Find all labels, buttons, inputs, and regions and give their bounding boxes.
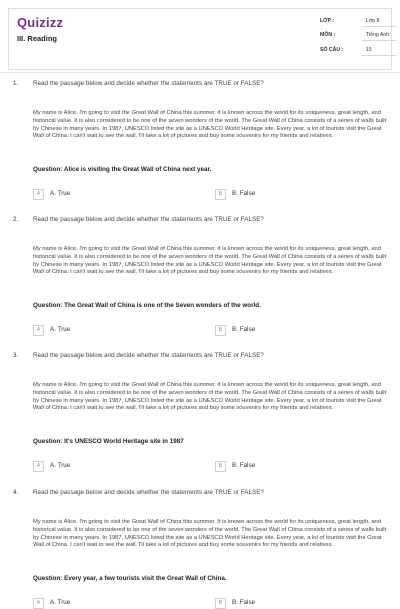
- meta-count-value: 15: [366, 47, 372, 53]
- question-number: 3.: [13, 352, 19, 359]
- question-statement: Question: It's UNESCO World Heritage site in 1987: [33, 438, 184, 445]
- option-letter-box: B: [215, 461, 226, 472]
- reading-passage: My name is Alice. I'm going to visit the Great Wall of China this summer. It is known across the world for its uniqueness, great length, and historical value. It is also considered to be one of the seven wonders of the world. The Great Wall of China consists of a series of walls built by Chinese in many years. In 1987, UNESCO listed the site as a UNESCO World Heritage site. Every year, a lot of tourists visit the Great Wall of China. I can't wait to see the wall. I'll take a lot of pictures and buy some souvenirs for my friends and relatives.: [33, 519, 387, 549]
- option-text: B. False: [232, 190, 256, 197]
- question-prompt: Read the passage below and decide whether the statements are TRUE or FALSE?: [33, 489, 264, 496]
- option-letter-box: B: [215, 325, 226, 336]
- reading-passage: My name is Alice. I'm going to visit the Great Wall of China this summer. It is known across the world for its uniqueness, great length, and historical value. It is also considered to be one of the seven wonders of the world. The Great Wall of China consists of a series of walls built by Chinese in many years. In 1987, UNESCO listed the site as a UNESCO World Heritage site. Every year, a lot of tourists visit the Great Wall of China. I can't wait to see the wall. I'll take a lot of pictures and buy some souvenirs for my friends and relatives.: [33, 382, 387, 412]
- option-letter-box: B: [215, 598, 226, 609]
- option-text: A. True: [50, 190, 71, 197]
- question-statement: Question: Alice is visiting the Great Wall of China next year.: [33, 166, 212, 173]
- section-title: III. Reading: [17, 34, 58, 43]
- meta-count-label: SỐ CÂU :: [320, 47, 344, 53]
- question-prompt: Read the passage below and decide whether the statements are TRUE or FALSE?: [33, 352, 264, 359]
- question-prompt: Read the passage below and decide whether the statements are TRUE or FALSE?: [33, 80, 264, 87]
- option-text: B. False: [232, 326, 256, 333]
- question-number: 4.: [13, 489, 19, 496]
- meta-class-value: Lớp 8: [366, 18, 380, 24]
- reading-passage: My name is Alice. I'm going to visit the Great Wall of China this summer. It is known across the world for its uniqueness, great length, and historical value. It is also considered to be one of the seven wonders of the world. The Great Wall of China consists of a series of walls built by Chinese in many years. In 1987, UNESCO listed the site as a UNESCO World Heritage site. Every year, a lot of tourists visit the Great Wall of China. I can't wait to see the wall. I'll take a lot of pictures and buy some souvenirs for my friends and relatives.: [33, 110, 387, 140]
- question-prompt: Read the passage below and decide whether the statements are TRUE or FALSE?: [33, 216, 264, 223]
- option-text: B. False: [232, 599, 256, 606]
- question-statement: Question: Every year, a few tourists visit the Great Wall of China.: [33, 575, 227, 582]
- option-letter-box: B: [215, 189, 226, 200]
- meta-count-underline: [362, 55, 396, 56]
- question-number: 2.: [13, 216, 19, 223]
- option-letter-box: A: [33, 598, 44, 609]
- option-text: A. True: [50, 599, 71, 606]
- option-letter-box: A: [33, 461, 44, 472]
- question-statement: Question: The Great Wall of China is one of the Seven wonders of the world.: [33, 302, 261, 309]
- meta-subject-label: MÔN :: [320, 32, 336, 38]
- question-number: 1.: [13, 80, 19, 87]
- meta-class-label: LỚP :: [320, 18, 335, 24]
- header-divider: [0, 72, 400, 73]
- meta-subject-underline: [362, 40, 396, 41]
- option-text: A. True: [50, 462, 71, 469]
- option-text: B. False: [232, 462, 256, 469]
- meta-subject-value: Tiếng Anh: [366, 32, 390, 38]
- option-letter-box: A: [33, 325, 44, 336]
- meta-class-underline: [362, 26, 396, 27]
- option-text: A. True: [50, 326, 71, 333]
- quizizz-logo: Quizizz: [17, 15, 64, 30]
- reading-passage: My name is Alice. I'm going to visit the Great Wall of China this summer. It is known across the world for its uniqueness, great length, and historical value. It is also considered to be one of the seven wonders of the world. The Great Wall of China consists of a series of walls built by Chinese in many years. In 1987, UNESCO listed the site as a UNESCO World Heritage site. Every year, a lot of tourists visit the Great Wall of China. I can't wait to see the wall. I'll take a lot of pictures and buy some souvenirs for my friends and relatives.: [33, 246, 387, 276]
- option-letter-box: A: [33, 189, 44, 200]
- worksheet-header: [8, 8, 392, 70]
